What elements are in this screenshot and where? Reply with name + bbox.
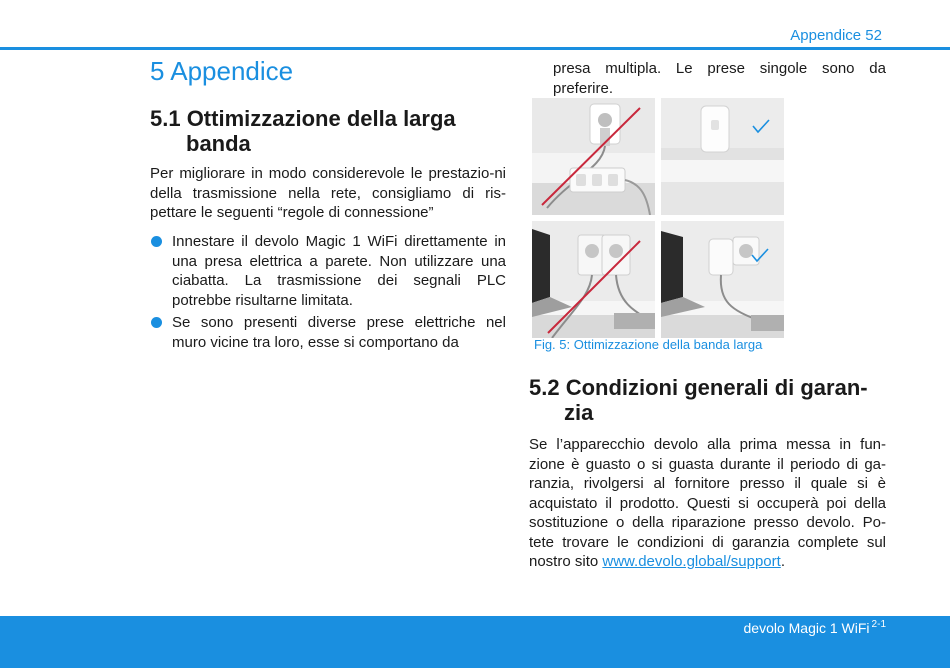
panel-wall-socket [661,98,784,215]
bullet-text: Se sono presenti diverse prese elettriche nel muro vicine tra loro, esse si comportano da [172,314,506,351]
bullet-dot-icon [151,236,162,247]
panel-single-socket [661,221,784,338]
power-strip-illustration [532,98,655,215]
footer-page-number: 2-1 [871,619,886,630]
section-5-1-heading [150,106,520,156]
panel-adjacent-sockets [532,221,655,338]
section-5-2-heading [529,375,899,425]
panel-power-strip [532,98,655,215]
chapter-title: 5 Appendice [150,56,294,86]
single-socket-illustration [661,221,784,338]
list-item [150,313,506,352]
warranty-paragraph [529,435,886,572]
footer-product-name: devolo Magic 1 WiFi [743,620,870,636]
bullet-text: Innestare il devolo Magic 1 WiFi direttamente in una presa elettrica a parete. Non utilizzare una ciabatta. La trasmissione dei segnali PLC potrebbe risultarne limitata. [172,233,506,309]
figure-caption: Fig. 5: Ottimizzazione della banda larga [534,337,763,352]
support-link[interactable]: www.devolo.global/support [602,553,781,570]
adjacent-sockets-illustration [532,221,655,338]
figure-broadband-optimization [532,98,784,338]
list-item [150,232,506,310]
bullet-dot-icon [151,317,162,328]
section-5-2-heading-line2: zia [564,400,594,425]
section-5-2-heading-line1: 5.2 Condizioni generali di garan- [529,375,868,400]
header-rule [0,47,950,50]
footer-product [744,619,887,636]
intro-paragraph: Per migliorare in modo considerevole le prestazio-ni della trasmissione nella rete, consigliamo di ris-pettare le seguenti “regole di connessione” [150,165,506,221]
warranty-text: Se l’apparecchio devolo alla prima messa in fun-zione è guasto o si guasta durante il periodo di ga-ranzia, rivolgersi al fornitore presso il quale si è acquistato il prodotto. Questi si occuperà poi della sostituzione o della riparazione presso devolo. Po-tete trovare le condizioni di garanzia complete sul nostro sito [529,436,886,570]
section-5-1-heading-line2: banda [186,131,251,156]
wall-socket-illustration [661,98,784,215]
section-5-1-heading-line1: 5.1 Ottimizzazione della larga [150,106,456,131]
running-head: Appendice 52 [790,27,882,44]
bullet-list [150,232,506,355]
bullet-continuation: presa multipla. Le prese singole sono da preferire. [553,60,886,97]
warranty-end: . [780,553,785,570]
